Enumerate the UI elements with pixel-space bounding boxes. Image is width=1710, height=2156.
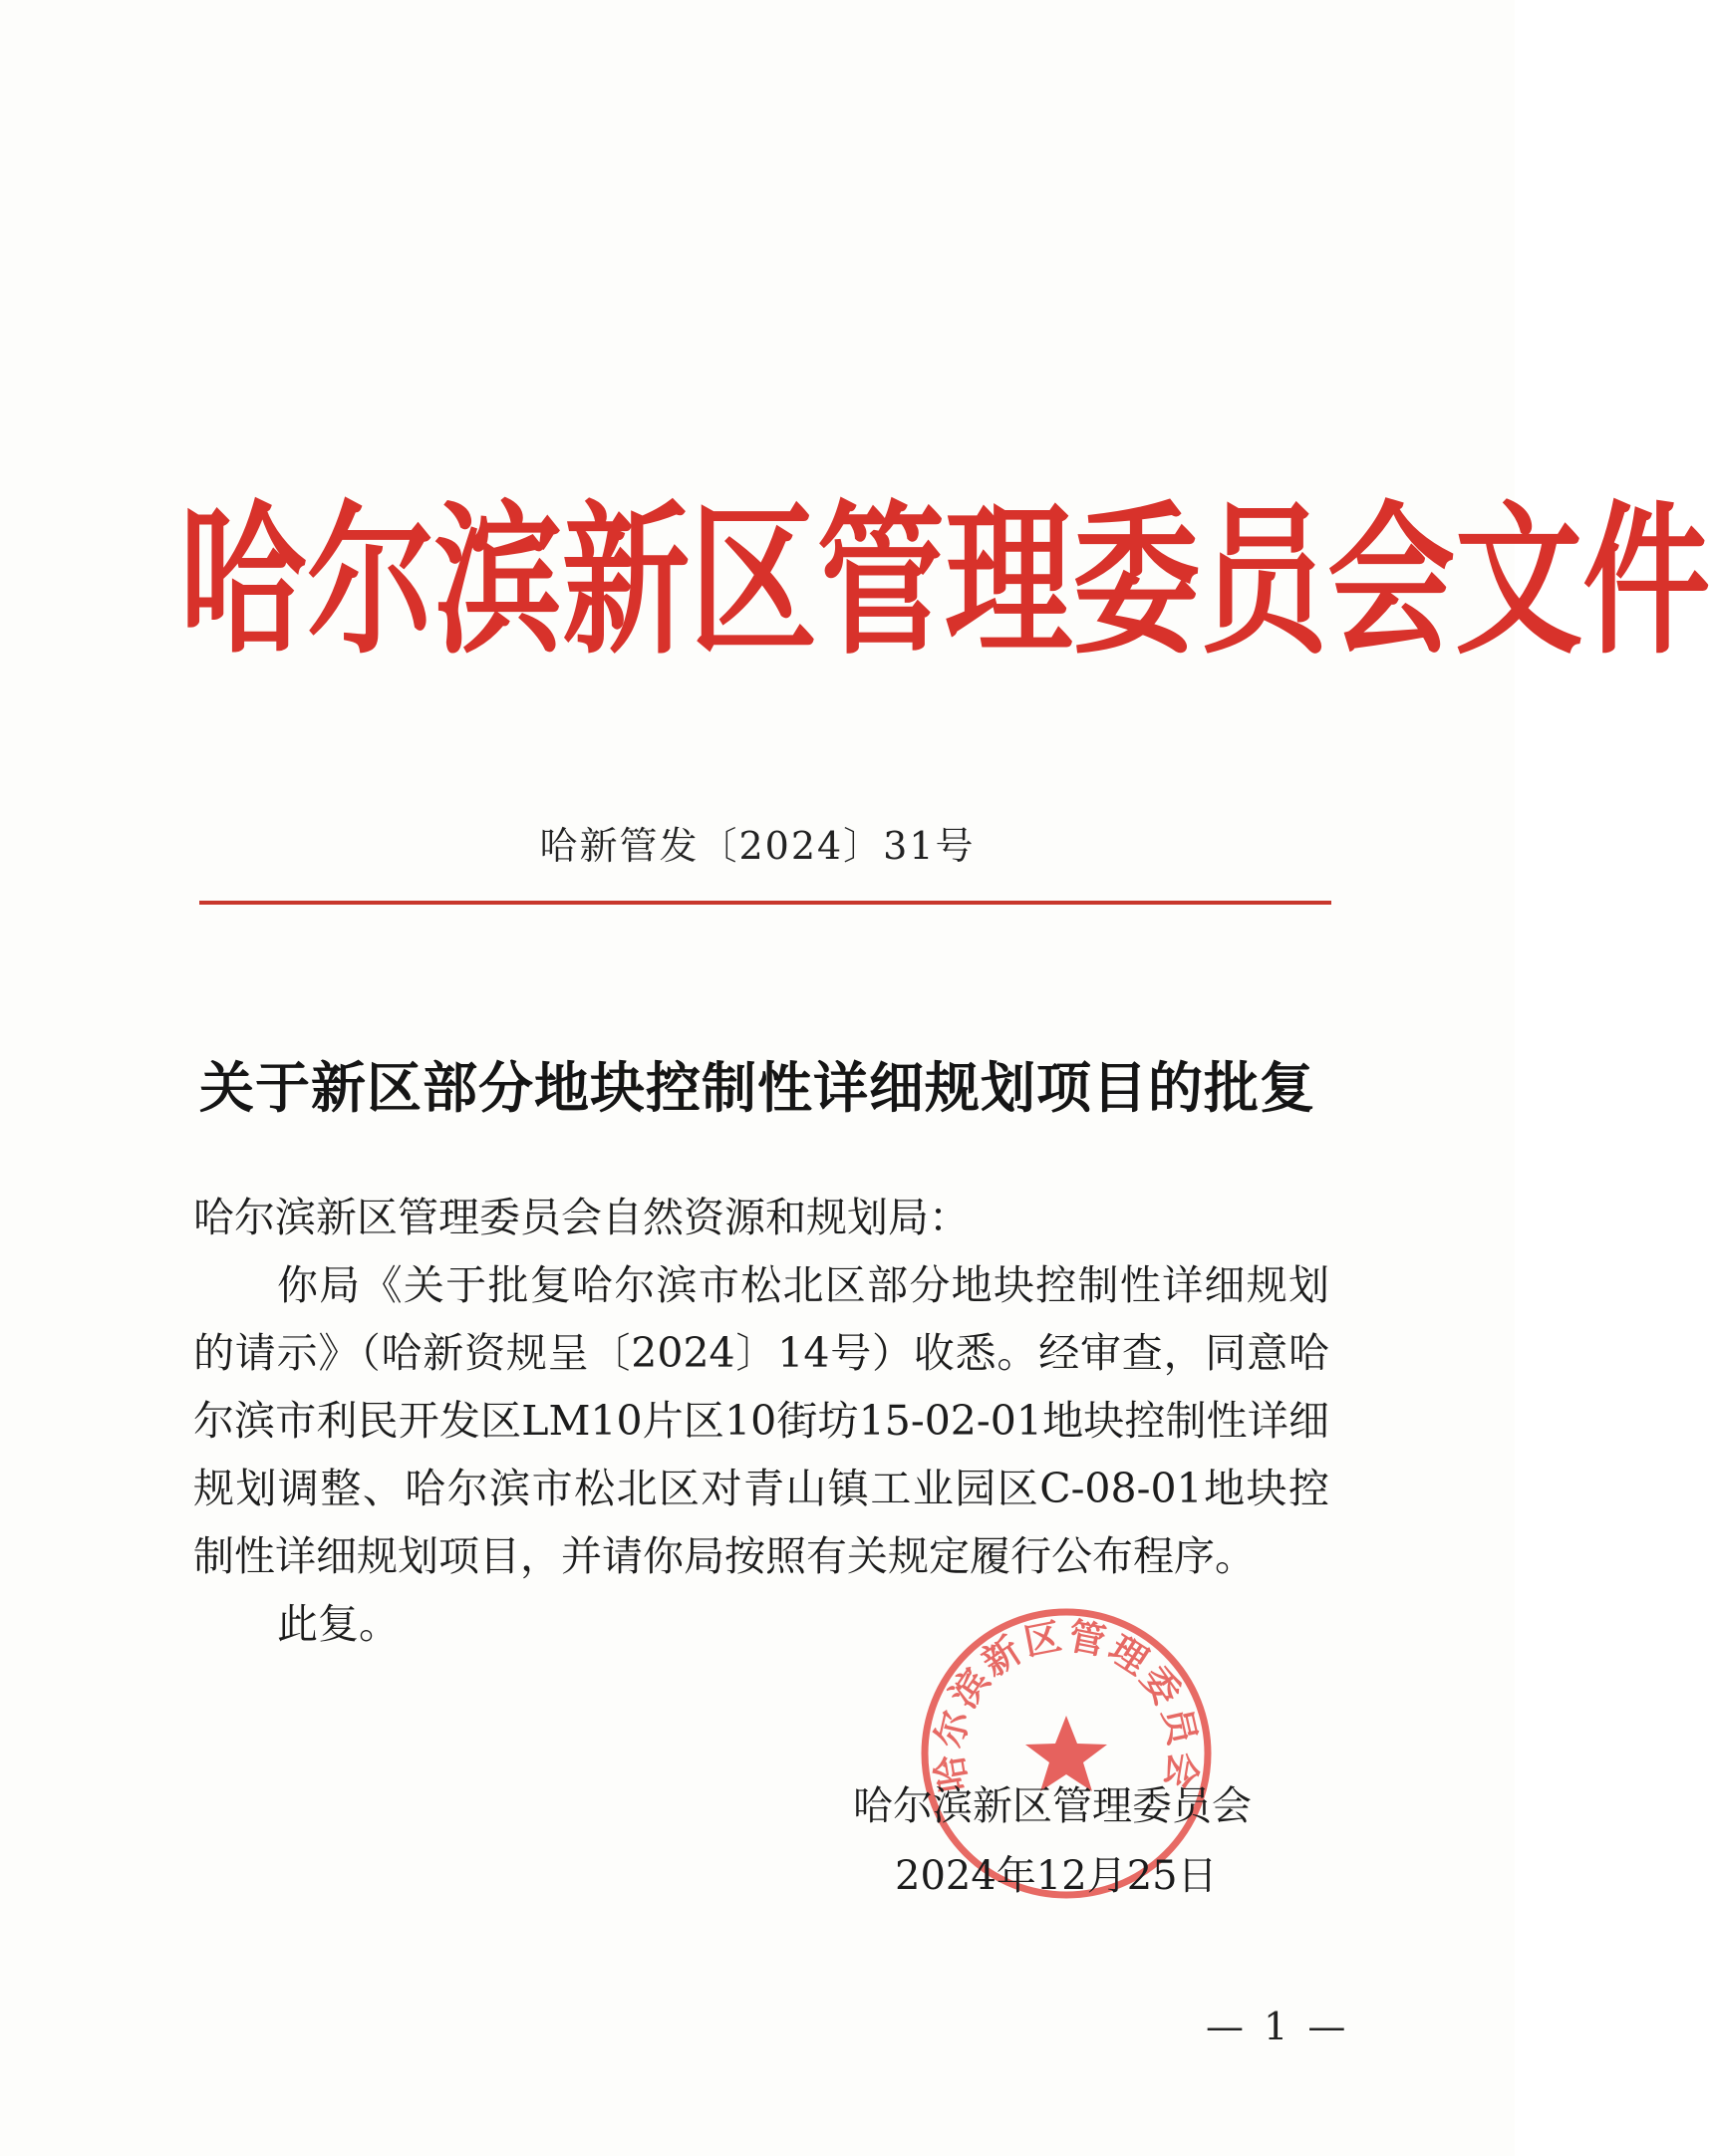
document-number: 哈新管发〔2024〕31号 [539, 824, 976, 868]
letterhead-char: 理 [945, 487, 1073, 677]
red-divider [199, 901, 1331, 905]
document-title: 关于新区部分地块控制性详细规划项目的批复 [198, 1056, 1315, 1120]
body-paragraph: 你局《关于批复哈尔滨市松北区部分地块控制性详细规划的请示》（哈新资规呈〔2024〕14号）收悉。经审查，同意哈尔滨市利民开发区LM10片区10街坊15-02-01地块控制性详细规划调整、哈尔滨市松北区对青山镇工业园区C-08-01地块控制性详细规划项目，并请你局按照有关规定履行公布程序。 [193, 1261, 1329, 1580]
closing-line: 此复。 [277, 1600, 400, 1648]
signature-block [853, 1771, 1272, 1911]
letterhead-char: 哈 [179, 487, 308, 677]
letterhead-char: 文 [1455, 487, 1583, 677]
letterhead-char: 区 [690, 487, 818, 677]
letterhead-char: 尔 [307, 487, 435, 677]
letterhead-char: 员 [1200, 487, 1328, 677]
document-body [193, 1184, 1329, 1658]
page-number: — 1 — [1206, 2005, 1350, 2048]
letterhead-char: 新 [562, 487, 691, 677]
letterhead-char: 件 [1582, 487, 1710, 677]
seal-text: 哈尔滨新区管理委员会 [927, 1614, 1206, 1795]
letterhead-char: 管 [817, 487, 946, 677]
letterhead [179, 483, 1710, 682]
letterhead-char: 会 [1327, 487, 1456, 677]
signing-date: 2024年12月25日 [895, 1853, 1218, 1899]
addressee: 哈尔滨新区管理委员会自然资源和规划局： [193, 1194, 970, 1241]
signing-organization: 哈尔滨新区管理委员会 [853, 1783, 1252, 1829]
letterhead-char: 委 [1072, 487, 1201, 677]
letterhead-char: 滨 [434, 487, 563, 677]
